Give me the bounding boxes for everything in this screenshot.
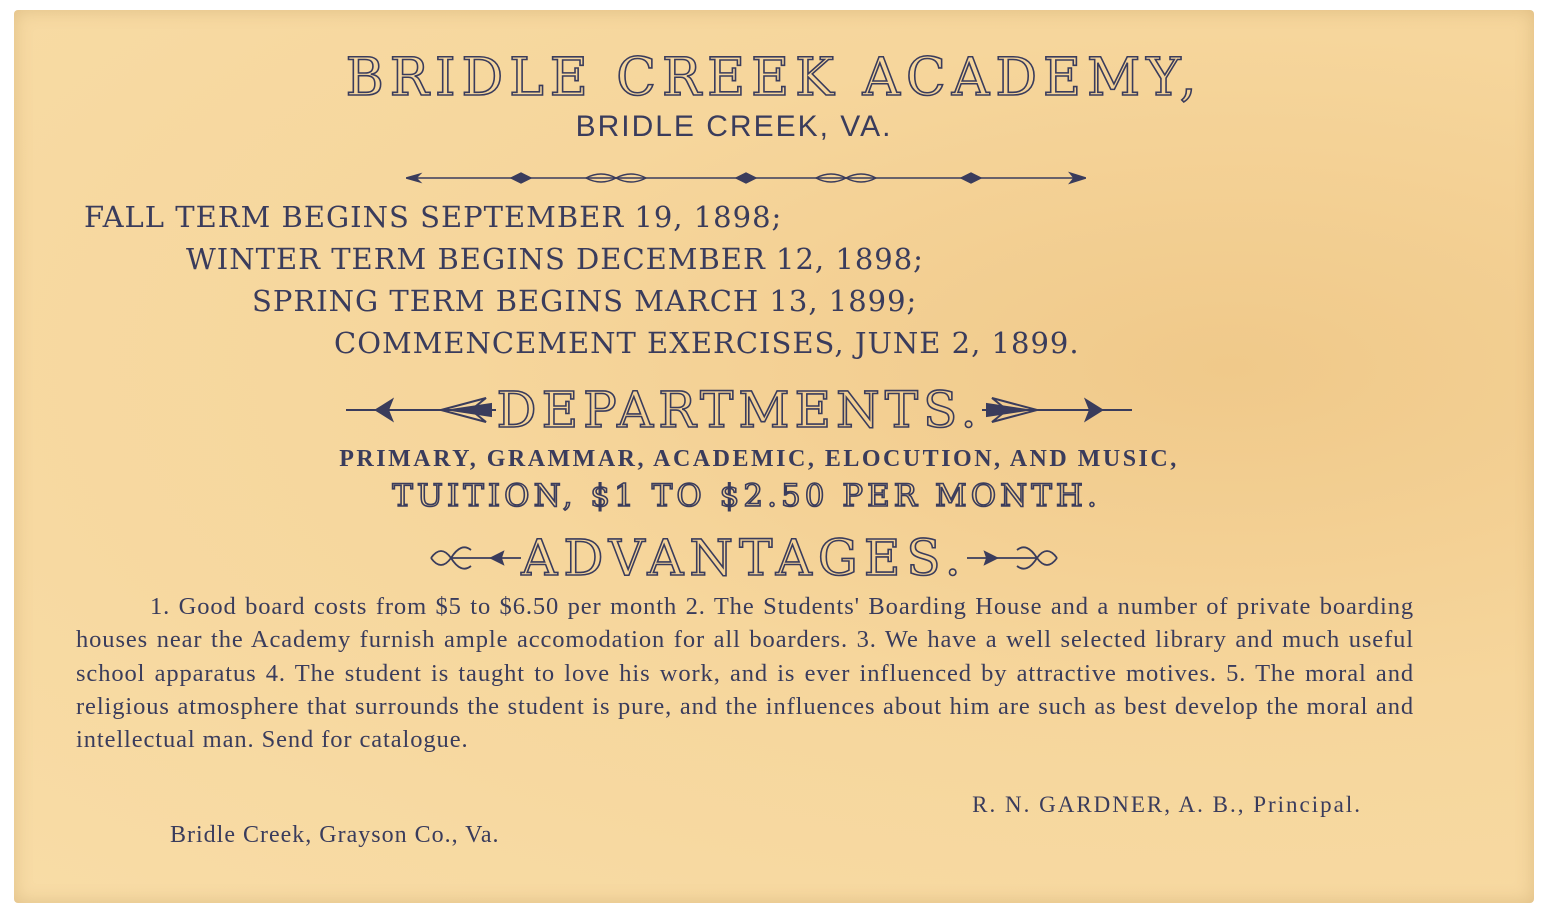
rule-ornament <box>406 168 1086 188</box>
academy-title: BRIDLE CREEK ACADEMY, <box>345 48 1203 108</box>
arrow-flourish-icon <box>346 390 496 430</box>
advantages-paragraph: 1. Good board costs from $5 to $6.50 per month 2. The Students' Boarding House and a number of private boarding houses near the Academy furnish ample accomodation for all boarders. 3. We have a well selected library and much useful school apparatus 4. The student is taught to love his work, and is ever influenced by attractive motives. 5. The moral and religious atmosphere that surrounds the student is pure, and the influences about him are such as best develop the moral and intellectual man. Send for catalogue. <box>76 593 1414 754</box>
advantages-heading: ADVANTAGES. <box>521 529 967 587</box>
principal-signature: R. N. GARDNER, A. B., Principal. <box>972 792 1362 817</box>
term-commencement: COMMENCEMENT EXERCISES, JUNE 2, 1899. <box>334 326 1080 360</box>
advantages-heading-row <box>314 526 1174 590</box>
departments-list: PRIMARY, GRAMMAR, ACADEMIC, ELOCUTION, AND MUSIC, <box>339 446 1179 472</box>
departments-heading-row <box>244 380 1234 440</box>
scroll-flourish-icon <box>421 536 521 580</box>
return-address: Bridle Creek, Grayson Co., Va. <box>170 822 500 848</box>
term-spring: SPRING TERM BEGINS MARCH 13, 1899; <box>252 284 918 318</box>
departments-heading: DEPARTMENTS. <box>496 381 982 439</box>
arrow-flourish-icon <box>982 390 1132 430</box>
tuition-line: TUITION, $1 TO $2.50 PER MONTH. <box>392 478 1101 514</box>
scroll-flourish-icon <box>967 536 1067 580</box>
term-fall: FALL TERM BEGINS SEPTEMBER 19, 1898; <box>84 200 783 234</box>
term-winter: WINTER TERM BEGINS DECEMBER 12, 1898; <box>186 242 924 276</box>
advertising-card <box>14 10 1534 903</box>
academy-location: BRIDLE CREEK, VA. <box>575 110 893 143</box>
